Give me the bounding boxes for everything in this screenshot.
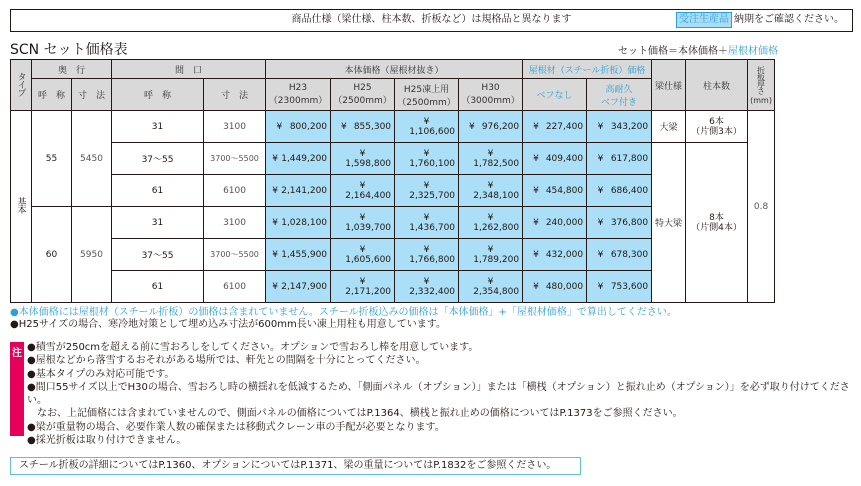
posts-cell: 8本 （片側4本） (686, 143, 748, 303)
frontage-size-cell: 6100 (204, 175, 266, 207)
price-durable: ¥ 678,300 (587, 239, 652, 271)
table-row (11, 111, 775, 143)
price-h23: ¥ 2,141,200 (266, 175, 331, 207)
depth-name-cell: 55 (32, 111, 72, 207)
price-durable: ¥ 686,400 (587, 175, 652, 207)
price-table (10, 59, 775, 303)
price-h30: ¥ 976,200 (459, 111, 523, 143)
price-no-edge: ¥ 240,000 (523, 207, 587, 239)
header-thickness: 折板厚さ (mm) (748, 60, 775, 111)
header-frontage: 間 口 (112, 60, 266, 79)
frontage-name-cell: 61 (112, 175, 204, 207)
header-depth: 奥 行 (32, 60, 112, 79)
price-h23: ¥ 1,449,200 (266, 143, 331, 175)
notes (10, 307, 677, 331)
header-beam: 梁仕様 (652, 60, 686, 111)
caution-item: なお、上記価格には含まれていませんので、側面パネルの価格についてはP.1364、横桟と振れ止めの価格についてはP.1373をご参照ください。 (37, 408, 683, 420)
header-type: タイプ (11, 60, 32, 111)
header-h25: H25 （2500mm） (331, 79, 395, 111)
price-no-edge: ¥ 480,000 (523, 271, 587, 303)
frontage-size-cell: 3100 (204, 111, 266, 143)
made-to-order-badge: 受注生産品 (676, 12, 732, 28)
header-depth-size: 寸 法 (72, 79, 112, 111)
price-h25-frost: ¥ 1,760,100 (395, 143, 459, 175)
spec-notice-text: 商品仕様（梁仕様、柱本数、折板など）は規格品と異なります (291, 14, 572, 25)
price-h23: ¥ 2,147,900 (266, 271, 331, 303)
beam-cell: 大梁 (652, 111, 686, 143)
price-h25-frost: ¥ 2,325,700 (395, 175, 459, 207)
price-h25-frost: ¥ 1,106,600 (395, 111, 459, 143)
posts-cell: 6本 （片側3本） (686, 111, 748, 143)
caution-label: 注 (10, 342, 24, 436)
header-frontage-name: 呼 称 (112, 79, 204, 111)
note-item: ●H25サイズの場合、寒冷地対策として埋め込み寸法が600mm長い凍上用柱も用意しています。 (10, 319, 446, 330)
frontage-name-cell: 37～55 (112, 239, 204, 271)
caution-item: ●屋根などから落雪するおそれがある場所では、軒先との間隔を十分にとってください。 (27, 355, 426, 367)
caution-item: ●採光折板は取り付けできません。 (27, 435, 187, 447)
frontage-size-cell: 3100 (204, 207, 266, 239)
header-durable: 高耐久 ベフ付き (587, 79, 652, 111)
price-no-edge: ¥ 454,800 (523, 175, 587, 207)
frontage-name-cell: 31 (112, 207, 204, 239)
thickness-cell: 0.8 (748, 111, 775, 303)
reference-footer: スチール折板の詳細についてはP.1360、オプションについてはP.1371、梁の重量についてはP.1832をご参照ください。 (10, 457, 581, 475)
note-item: ●本体価格には屋根材（スチール折板）の価格は含まれていません。スチール折板込みの価格は「本体価格」+「屋根材価格」で算出してください。 (10, 307, 677, 318)
caution-list (27, 341, 861, 447)
header-h30: H30 （3000mm） (459, 79, 523, 111)
price-durable: ¥ 343,200 (587, 111, 652, 143)
price-h25: ¥ 2,171,200 (331, 271, 395, 303)
price-h30: ¥ 1,789,200 (459, 239, 523, 271)
caution-item: ●間口55サイズ以上でH30の場合、雪おろし時の横揺れを低減するため、「側面パネル（オプション）」または「横桟（オプション）と振れ止め（オプション）」を必ず取り付けてください。 (27, 381, 850, 407)
frontage-name-cell: 61 (112, 271, 204, 303)
caution-item: ●基本タイプのみ対応可能です。 (27, 368, 175, 380)
header-h25-frost: H25凍上用 （2500mm） (395, 79, 459, 111)
price-h25-frost: ¥ 1,766,800 (395, 239, 459, 271)
price-durable: ¥ 753,600 (587, 271, 652, 303)
type-cell: 基本 (11, 111, 32, 303)
frontage-name-cell: 37～55 (112, 143, 204, 175)
frontage-name-cell: 31 (112, 111, 204, 143)
notice-box (10, 9, 853, 32)
price-h25: ¥ 1,039,700 (331, 207, 395, 239)
price-formula: セット価格＝本体価格＋屋根材価格 (618, 46, 778, 57)
price-h23: ¥ 1,028,100 (266, 207, 331, 239)
header-depth-name: 呼 称 (32, 79, 72, 111)
price-h30: ¥ 1,262,800 (459, 207, 523, 239)
header-no-edge: ベフなし (523, 79, 587, 111)
price-h25-frost: ¥ 1,436,700 (395, 207, 459, 239)
price-h25: ¥ 2,164,400 (331, 175, 395, 207)
header-roof-price: 屋根材（スチール折板）価格 (523, 60, 652, 79)
price-durable: ¥ 617,800 (587, 143, 652, 175)
price-h30: ¥ 1,782,500 (459, 143, 523, 175)
price-no-edge: ¥ 409,400 (523, 143, 587, 175)
header-body-price: 本体価格（屋根材抜き） (266, 60, 523, 79)
header-h23: H23 （2300mm） (266, 79, 331, 111)
header-frontage-size: 寸 法 (204, 79, 266, 111)
price-h30: ¥ 2,348,100 (459, 175, 523, 207)
price-h25: ¥ 1,605,600 (331, 239, 395, 271)
price-h23: ¥ 800,200 (266, 111, 331, 143)
table-row (11, 143, 775, 175)
depth-size-cell: 5950 (72, 207, 112, 303)
frontage-size-cell: 3700～5500 (204, 239, 266, 271)
beam-cell: 特大梁 (652, 143, 686, 303)
price-h25: ¥ 855,300 (331, 111, 395, 143)
depth-name-cell: 60 (32, 207, 72, 303)
price-no-edge: ¥ 432,000 (523, 239, 587, 271)
price-h25: ¥ 1,598,800 (331, 143, 395, 175)
price-h30: ¥ 2,354,800 (459, 271, 523, 303)
price-durable: ¥ 376,800 (587, 207, 652, 239)
page-title: SCN セット価格表 (10, 42, 128, 58)
delivery-notice: 納期をご確認ください。 (734, 14, 844, 25)
price-h23: ¥ 1,455,900 (266, 239, 331, 271)
price-h25-frost: ¥ 2,332,400 (395, 271, 459, 303)
frontage-size-cell: 6100 (204, 271, 266, 303)
caution-item: ●梁が重量物の場合、必要作業人数の確保または移動式クレーン車の手配が必要となります。 (27, 421, 445, 433)
depth-size-cell: 5450 (72, 111, 112, 207)
header-posts: 柱本数 (686, 60, 748, 111)
frontage-size-cell: 3700～5500 (204, 143, 266, 175)
price-no-edge: ¥ 227,400 (523, 111, 587, 143)
caution-item: ●積雪が250cmを超える前に雪おろしをしてください。オプションで雪おろし棒を用意しています。 (27, 342, 479, 353)
